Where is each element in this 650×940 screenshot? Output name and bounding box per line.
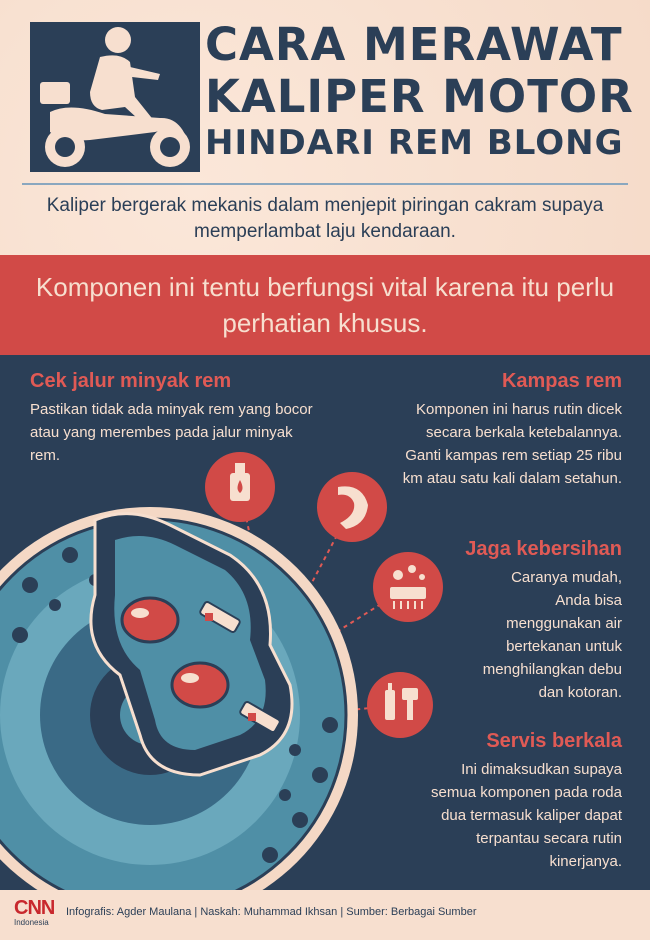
banner-text: Komponen ini tentu berfungsi vital karena itu perlu perhatian khusus. <box>35 272 615 338</box>
cleaning-brush-icon <box>373 552 443 622</box>
spark-plug-piston-icon <box>367 672 433 738</box>
page-title <box>205 18 634 163</box>
brake-pad-icon <box>317 472 387 542</box>
tip-cleanliness-heading: Jaga kebersihan <box>465 538 622 560</box>
footer-credit: Infografis: Agder Maulana | Naskah: Muhammad Ikhsan | Sumber: Berbagai Sumber <box>66 906 477 918</box>
title-divider <box>22 183 628 185</box>
tip-oil-line-body: Pastikan tidak ada minyak rem yang bocor atau yang merembes pada jalur minyak rem. <box>30 401 313 464</box>
tip-service-body: Ini dimaksudkan supaya semua komponen pada roda dua termasuk kaliper dapat terpantau secara rutin kinerjanya. <box>431 761 622 870</box>
intro-text: Kaliper bergerak mekanis dalam menjepit piringan cakram supaya memperlambat laju kendaraan. <box>46 195 604 242</box>
title-line-1: CARA MERAWAT <box>205 18 623 71</box>
tip-cleanliness-body: Caranya mudah, Anda bisa menggunakan air bertekanan untuk menghilangkan debu dan kotoran. <box>482 569 622 701</box>
logo-text: CNN <box>14 897 55 919</box>
logo-subtext: Indonesia <box>14 918 49 927</box>
banner <box>0 255 650 355</box>
cnn-indonesia-logo <box>14 898 60 927</box>
title-line-2: KALIPER MOTOR <box>205 70 634 123</box>
tip-brake-pad-heading: Kampas rem <box>501 370 622 392</box>
motorcycle-rider-icon <box>30 22 200 172</box>
title-line-3: HINDARI REM BLONG <box>205 123 624 163</box>
tip-brake-pad-body: Komponen ini harus rutin dicek secara berkala ketebalannya. Ganti kampas rem setiap 25 ribu km atau satu kali dalam setahun. <box>402 401 622 487</box>
tip-service-heading: Servis berkala <box>486 730 622 752</box>
tip-oil-line-heading: Cek jalur minyak rem <box>30 370 232 392</box>
